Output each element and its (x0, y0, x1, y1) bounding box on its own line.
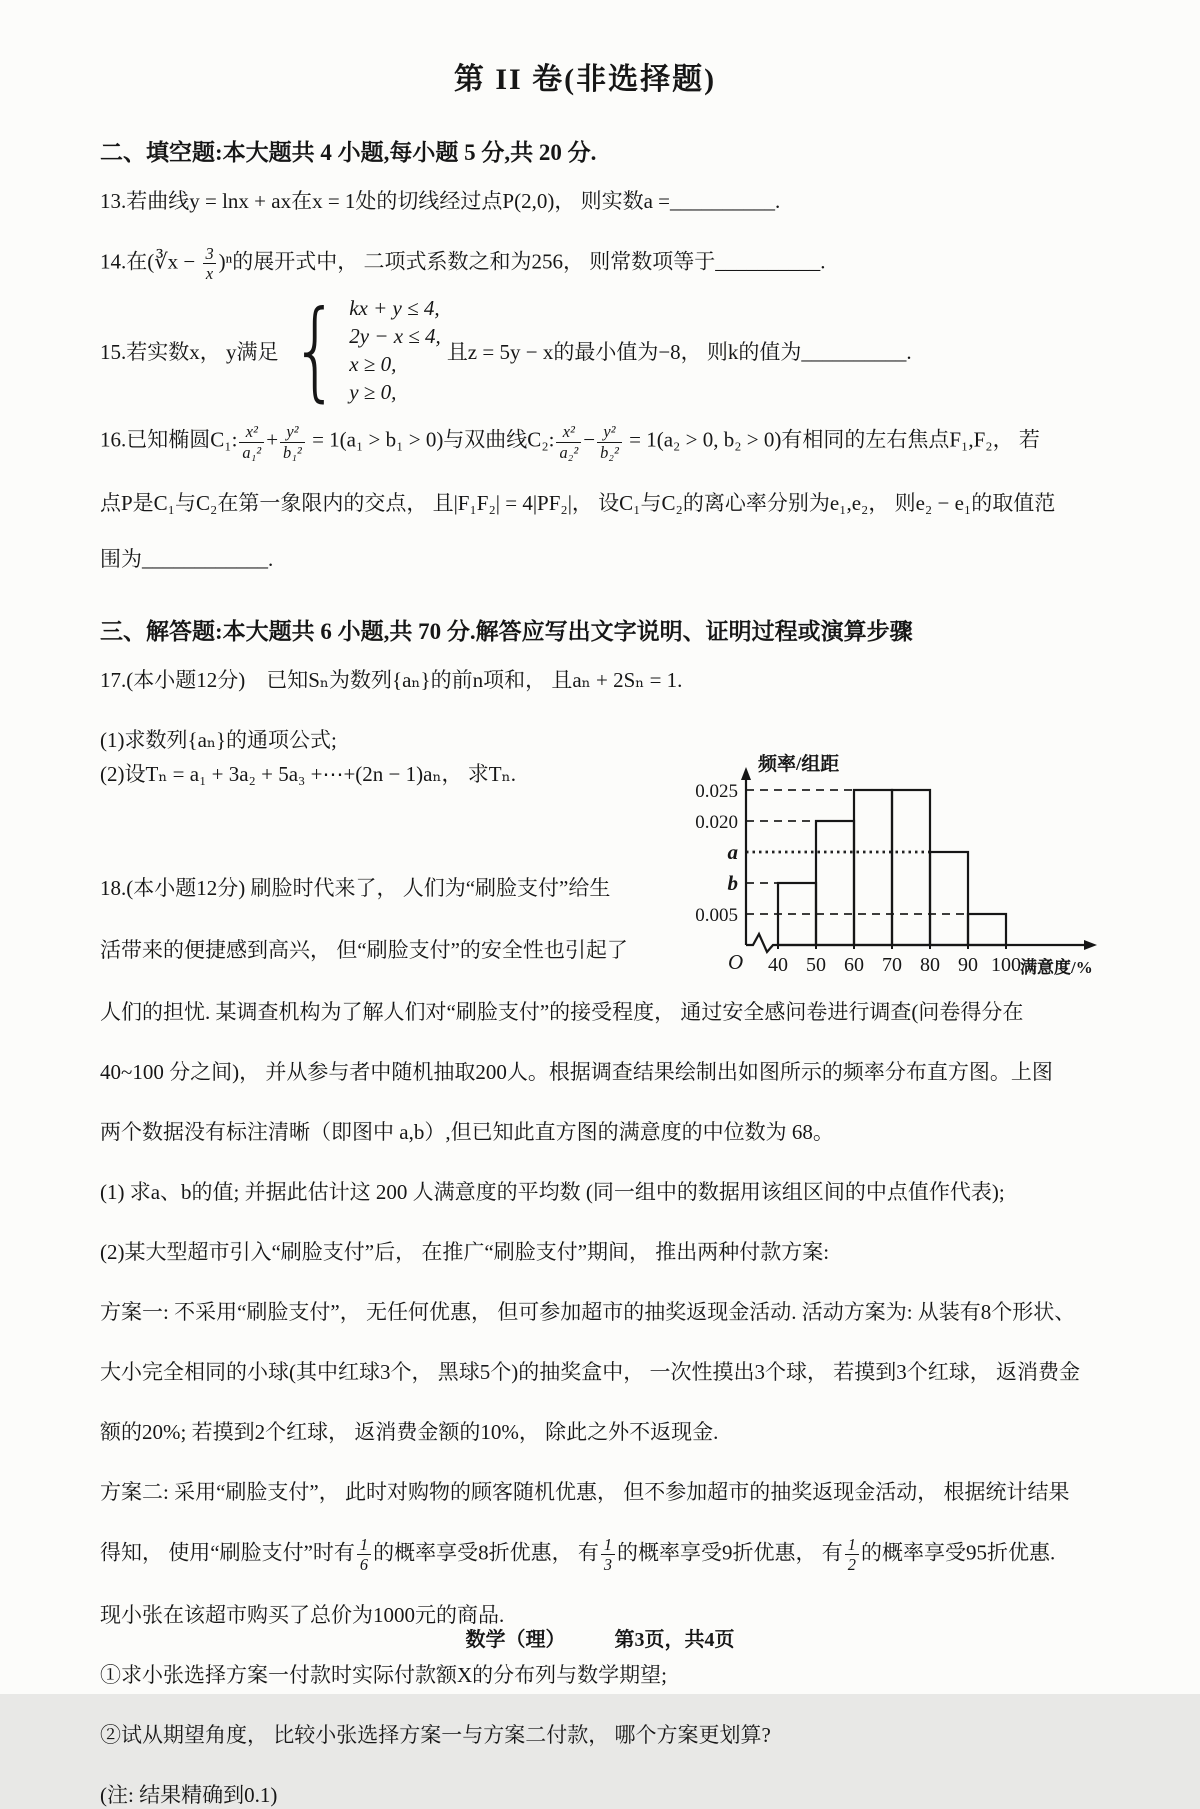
question-14: 14.在(∛x − $\frac{3}{x}$ )ⁿ的展开式中， 二项式系数之和为256， 则常数项等于__________. (100, 244, 826, 284)
question-18-body-line: 40~100 分之间)， 并从参与者中随机抽取200人。根据调查结果绘制出如图所示的频率分布直方图。上图 (100, 1059, 1053, 1084)
x-tick-label: 50 (806, 953, 826, 976)
question-18-plan2-line: 方案二: 采用“刷脸支付”， 此时对购物的顾客随机优惠， 但不参加超市的抽奖返现金活动， 根据统计结果 (100, 1479, 1070, 1504)
histogram-bar (816, 821, 854, 945)
fraction: $\frac{\text{x²}}{\text{a₂²}}$ (556, 423, 581, 460)
x-tick-label: 70 (882, 953, 902, 976)
question-15-prefix: 15.若实数x， y满足 (100, 339, 279, 364)
left-brace: { (290, 288, 339, 414)
question-18-part2: (2)某大型超市引入“刷脸支付”后， 在推广“刷脸支付”期间， 推出两种付款方案: (100, 1239, 830, 1264)
footer-page-number: 第3页，共4页 (614, 1629, 735, 1651)
question-16-line2: 点P是C₁与C₂在第一象限内的交点， 且|F₁F₂| = 4|PF₂|， 设C₁与C₂的离心率分别为e₁,e₂， 则e₂ − e₁的取值范 (100, 490, 1056, 515)
condition-line: kx + y ≤ 4, (349, 296, 440, 321)
histogram-bar (854, 790, 892, 945)
question-17-part1: (1)求数列{aₙ}的通项公式; (100, 727, 337, 752)
section3-heading: 三、解答题:本大题共 6 小题,共 70 分.解答应写出文字说明、证明过程或演算步骤 (100, 618, 913, 644)
y-axis-arrow-icon (741, 767, 751, 780)
fraction: $\frac{1}{6}$ (357, 1536, 371, 1573)
question-17-part2: (2)设Tₙ = a₁ + 3a₂ + 5a₃ +⋯+(2n − 1)aₙ， 求Tₙ. (100, 761, 516, 786)
page-content (100, 54, 1130, 1809)
question-18-intro-line: 活带来的便捷感到高兴， 但“刷脸支付”的安全性也引起了 (100, 937, 628, 962)
x-tick-label: 100 (991, 953, 1021, 976)
condition-line: x ≥ 0, (349, 352, 397, 377)
frequency-histogram (660, 750, 1130, 993)
y-tick-label: 0.025 (695, 780, 738, 802)
histogram-svg (660, 750, 1130, 988)
x-tick-label: 90 (958, 953, 978, 976)
condition-line: 2y − x ≤ 4, (349, 324, 441, 349)
fraction: $\frac{1}{3}$ (601, 1536, 615, 1573)
question-15 (100, 288, 1130, 414)
y-tick-label: 0.005 (695, 904, 738, 926)
question-17-intro: 17.(本小题12分) 已知Sₙ为数列{aₙ}的前n项和， 且aₙ + 2Sₙ = 1. (100, 667, 683, 692)
question-18-plan1-line: 大小完全相同的小球(其中红球3个， 黑球5个)的抽奖盒中， 一次性摸出3个球， 若摸到3个红球， 返消费金 (100, 1359, 1080, 1384)
footer-subject: 数学（理） (465, 1629, 566, 1651)
question-13: 13.若曲线y = lnx + ax在x = 1处的切线经过点P(2,0)， 则实数a =__________. (100, 189, 781, 213)
question-18-plan1-line: 额的20%; 若摸到2个红球， 返消费金额的10%， 除此之外不返现金. (100, 1419, 719, 1444)
question-18-body-line: 人们的担忧. 某调查机构为了解人们对“刷脸支付”的接受程度， 通过安全感问卷进行调查(问卷得分在 (100, 999, 1024, 1024)
fraction: $\frac{\text{y²}}{\text{b₁²}}$ (280, 423, 305, 460)
question-18-subpart1: ①求小张选择方案一付款时实际付款额X的分布列与数学期望; (100, 1663, 667, 1688)
question-15-conditions (349, 296, 441, 405)
fraction: $\frac{\text{y²}}{\text{b₂²}}$ (597, 423, 622, 460)
histogram-bar (778, 883, 816, 945)
y-axis-label: 频率/组距 (758, 753, 840, 775)
page-footer (0, 1623, 1200, 1652)
question-18-body-line: 两个数据没有标注清晰（即图中 a,b）,但已知此直方图的满意度的中位数为 68。 (100, 1119, 834, 1144)
question-18-note: (注: 结果精确到0.1) (100, 1783, 278, 1808)
question-18-body-line: 现小张在该超市购买了总价为1000元的商品. (100, 1603, 505, 1628)
x-axis (746, 934, 1084, 952)
section2-heading: 二、填空题:本大题共 4 小题,每小题 5 分,共 20 分. (100, 140, 597, 165)
question-18-subpart2: ②试从期望角度， 比较小张选择方案一与方案二付款， 哪个方案更划算? (100, 1723, 771, 1748)
histogram-bar (930, 852, 968, 945)
x-tick-label: 40 (768, 953, 788, 976)
fraction: $\frac{\text{x²}}{\text{a₁²}}$ (239, 423, 264, 460)
x-axis-arrow-icon (1084, 940, 1097, 950)
question-18-plan1-line: 方案一: 不采用“刷脸支付”， 无任何优惠， 但可参加超市的抽奖返现金活动. 活动方案为: 从装有8个形状、 (100, 1299, 1076, 1324)
question-15-suffix: 且z = 5y − x的最小值为−8， 则k的值为__________. (446, 339, 912, 364)
x-tick-label: 80 (920, 953, 940, 976)
question17-18-chart-row (100, 753, 1130, 996)
page-title: 第 II 卷(非选择题) (453, 63, 717, 96)
question-16-line1: 16.已知椭圆C₁: $\frac{\text{x²}}{\text{a₁²}}$ + $\frac{\text{y²}}{\text{b₁²}}$ = 1(a₁ > b₁ > 0)与双曲线C₂: $\frac{\text{x²}}{\text{a₂²}}$ − $\frac{\text{y²}}{\text{b₂²}}$ = 1(a₂ > 0, b₂ > 0)有相同的左右焦点F₁,F₂， 若 (100, 422, 1040, 462)
question-18-plan2-line: 得知， 使用“刷脸支付”时有 $\frac{1}{6}$ 的概率享受8折优惠， 有 $\frac{1}{3}$ 的概率享受9折优惠， 有 $\frac{1}{2}$ 的概率享受95折优惠. (100, 1534, 1056, 1574)
fraction: $\frac{3}{x}$ (202, 245, 216, 282)
histogram-bar (968, 914, 1006, 945)
x-axis-label: 满意度/% (1020, 957, 1093, 977)
y-tick-label: b (727, 870, 738, 895)
fraction: $\frac{1}{2}$ (845, 1536, 859, 1573)
histogram-bar (892, 790, 930, 945)
mid-left-column (100, 758, 660, 996)
question-16-line3: 围为____________. (100, 546, 274, 571)
y-tick-label: 0.020 (695, 811, 738, 833)
question-18-intro (100, 872, 660, 964)
condition-line: y ≥ 0, (349, 380, 397, 405)
x-tick-label: 60 (844, 953, 864, 976)
question-18-intro-line: 18.(本小题12分) 刷脸时代来了， 人们为“刷脸支付”给生 (100, 875, 611, 900)
origin-label: O (728, 949, 744, 974)
question-18-part1: (1) 求a、b的值; 并据此估计这 200 人满意度的平均数 (同一组中的数据用该组区间的中点值作代表); (100, 1179, 1005, 1204)
y-tick-label: a (727, 839, 738, 864)
